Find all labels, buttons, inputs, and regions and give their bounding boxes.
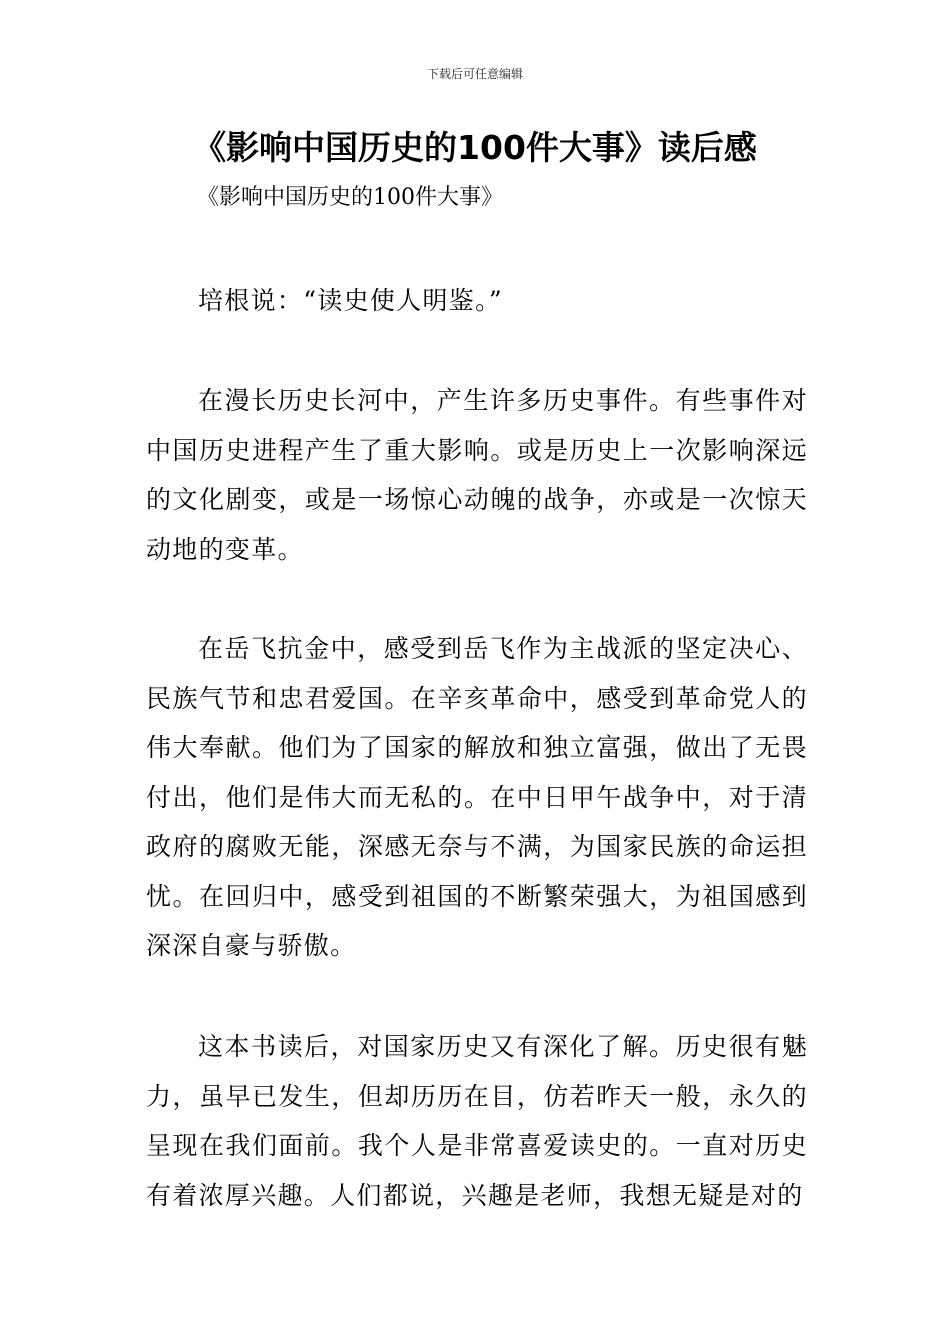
paragraph-reflection: 这本书读后，对国家历史又有深化了解。历史很有魅力，虽早已发生，但却历历在目，仿若昨天一般，永久的呈现在我们面前。我个人是非常喜爱读史的。一直对历史有着浓厚兴趣。人们都说，兴趣是老师，我想无疑是对的 [146,1032,808,1210]
document-subtitle: 《影响中国历史的100件大事》 [197,185,503,210]
paragraph-feelings: 在岳飞抗金中，感受到岳飞作为主战派的坚定决心、民族气节和忠君爱国。在辛亥革命中，感受到革命党人的伟大奉献。他们为了国家的解放和独立富强，做出了无畏付出，他们是伟大而无私的。在中日甲午战争中，对于清政府的腐败无能，深感无奈与不满，为国家民族的命运担忧。在回归中，感受到祖国的不断繁荣强大，为祖国感到深深自豪与骄傲。 [146,634,808,960]
paragraph-history-events: 在漫长历史长河中，产生许多历史事件。有些事件对中国历史进程产生了重大影响。或是历史上一次影响深远的文化剧变，或是一场惊心动魄的战争，亦或是一次惊天动地的变革。 [146,386,808,564]
paragraph-quote: 培根说：“读史使人明鉴。” [198,286,503,315]
document-title: 《影响中国历史的100件大事》读后感 [193,128,757,167]
page-header-note: 下载后可任意编辑 [426,67,523,81]
